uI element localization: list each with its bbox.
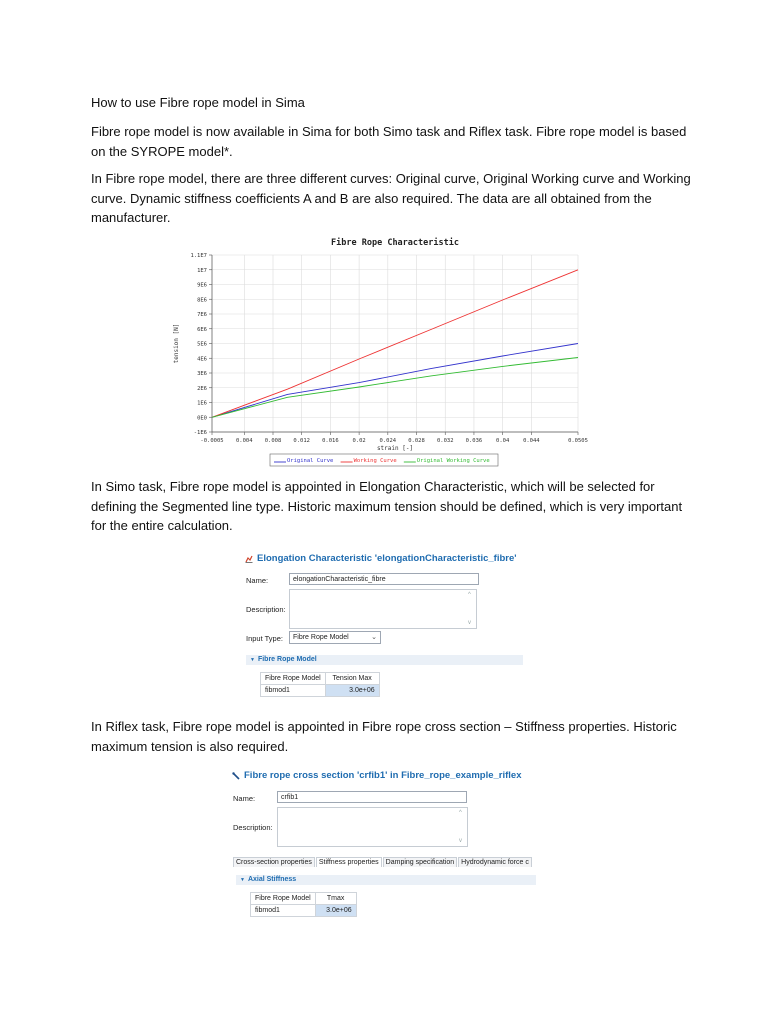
cell-tension[interactable]: 3.0e+06 — [325, 685, 379, 697]
y-tick-label: 0E0 — [197, 415, 207, 422]
x-tick-label: 0.02 — [352, 438, 366, 444]
tab-hydrodynamic-force[interactable]: Hydrodynamic force c — [458, 857, 532, 867]
fibre-rope-chart — [170, 234, 590, 470]
y-tick-label: 6E6 — [197, 326, 207, 333]
chart-title: Fibre Rope Characteristic — [331, 238, 459, 248]
name-field[interactable]: crfib1 — [277, 791, 467, 803]
y-tick-label: 8E6 — [197, 297, 207, 304]
fibre-rope-model-section[interactable] — [246, 655, 523, 665]
y-tick-label: 7E6 — [197, 312, 207, 318]
paragraph-intro: Fibre rope model is now available in Sima for both Simo task and Riflex task. Fibre rope model is based on the SYROPE model*. — [91, 124, 687, 159]
cell-tmax[interactable]: 3.0e+06 — [315, 905, 356, 917]
description-field[interactable] — [277, 807, 468, 847]
x-tick-label: -0.0005 — [200, 438, 224, 444]
x-tick-label: 0.036 — [465, 438, 483, 444]
y-tick-label: 1.1E7 — [190, 253, 207, 259]
input-type-select[interactable] — [289, 631, 381, 644]
x-tick-label: 0.024 — [379, 438, 397, 444]
tab-damping-specification[interactable]: Damping specification — [383, 857, 457, 867]
description-label: Description: — [233, 823, 273, 832]
scroll-down-icon[interactable]: v — [459, 838, 462, 844]
description-label: Description: — [246, 605, 286, 614]
input-type-value: Fibre Rope Model — [293, 634, 349, 641]
collapse-triangle-icon[interactable]: ▼ — [240, 877, 245, 883]
name-field[interactable]: elongationCharacteristic_fibre — [289, 573, 479, 585]
x-tick-label: 0.044 — [523, 438, 540, 444]
y-tick-label: 9E6 — [197, 282, 207, 289]
x-axis-label: strain [-] — [376, 445, 414, 452]
paragraph-curves: In Fibre rope model, there are three different curves: Original curve, Original Working curve and Working curve. Dynamic stiffness coefficients A and B are also required. The data are all obtained from the manufacturer. — [91, 171, 691, 225]
properties-tabs — [233, 857, 533, 867]
series-line-original-working-curve — [212, 358, 578, 418]
x-tick-label: 0.012 — [293, 438, 310, 444]
name-label: Name: — [246, 576, 269, 585]
y-tick-label: 3E6 — [197, 371, 207, 377]
cross-section-panel — [228, 766, 538, 926]
scroll-up-icon[interactable]: ^ — [468, 592, 471, 598]
description-scrollbar[interactable] — [458, 809, 466, 845]
cross-section-panel-title — [232, 770, 521, 781]
y-tick-label: 1E6 — [197, 400, 207, 407]
y-tick-label: 4E6 — [197, 356, 207, 363]
name-label: Name: — [233, 794, 256, 803]
elongation-panel-title — [245, 553, 517, 564]
axial-stiffness-section[interactable] — [236, 875, 536, 885]
scroll-up-icon[interactable]: ^ — [459, 810, 462, 816]
col-header-tmax[interactable]: Tmax — [315, 893, 356, 905]
x-tick-label: 0.0505 — [568, 438, 588, 444]
y-tick-label: 2E6 — [197, 385, 207, 392]
col-header-model[interactable]: Fibre Rope Model — [261, 673, 326, 685]
col-header-tension[interactable]: Tension Max — [325, 673, 379, 685]
elongation-characteristic-panel — [240, 548, 525, 703]
section-label: Fibre Rope Model — [257, 656, 317, 663]
x-tick-label: 0.028 — [408, 438, 425, 444]
x-tick-label: 0.032 — [436, 438, 454, 444]
scroll-down-icon[interactable]: v — [468, 620, 471, 626]
paragraph-simo: In Simo task, Fibre rope model is appointed in Elongation Characteristic, which will be selected for defining the Segmented line type. Historic maximum tension should be defined, which is very important for the entire calculation. — [91, 479, 683, 533]
x-tick-label: 0.004 — [236, 438, 253, 444]
cell-model[interactable]: fibmod1 — [261, 685, 326, 697]
y-tick-label: 1E7 — [197, 267, 207, 274]
chevron-down-icon[interactable]: ⌄ — [371, 634, 377, 641]
y-tick-label: 5E6 — [197, 341, 207, 348]
col-header-model[interactable]: Fibre Rope Model — [251, 893, 316, 905]
y-tick-label: -1E6 — [193, 430, 207, 436]
cell-model[interactable]: fibmod1 — [251, 905, 316, 917]
cross-section-title-text: Fibre rope cross section 'crfib1' in Fibre_rope_example_riflex — [244, 770, 522, 781]
description-scrollbar[interactable] — [467, 591, 475, 627]
x-tick-label: 0.008 — [264, 438, 282, 444]
table-row[interactable] — [261, 685, 380, 697]
tab-cross-section-properties[interactable]: Cross-section properties — [233, 857, 315, 867]
legend-label: Original Working Curve — [416, 458, 490, 464]
rope-icon — [232, 772, 240, 780]
paragraph-riflex: In Riflex task, Fibre rope model is appointed in Fibre rope cross section – Stiffness properties. Historic maximum tension is also required. — [91, 719, 677, 754]
chart-icon — [245, 555, 253, 563]
series-line-original-curve — [212, 344, 578, 418]
y-axis-label: tension [N] — [173, 323, 180, 364]
table-row[interactable] — [251, 905, 357, 917]
elongation-title-text: Elongation Characteristic 'elongationCharacteristic_fibre' — [257, 553, 517, 564]
section-label: Axial Stiffness — [247, 876, 297, 883]
x-tick-label: 0.04 — [496, 438, 510, 444]
fibre-rope-table — [260, 672, 380, 697]
description-field[interactable] — [289, 589, 477, 629]
document-heading: How to use Fibre rope model in Sima — [91, 95, 305, 110]
tab-stiffness-properties[interactable]: Stiffness properties — [316, 857, 382, 867]
input-type-label: Input Type: — [246, 634, 283, 643]
legend-label: Original Curve — [287, 458, 334, 464]
legend-label: Working Curve — [353, 458, 397, 464]
axial-stiffness-table — [250, 892, 357, 917]
collapse-triangle-icon[interactable]: ▼ — [250, 657, 255, 663]
x-tick-label: 0.016 — [322, 438, 339, 444]
